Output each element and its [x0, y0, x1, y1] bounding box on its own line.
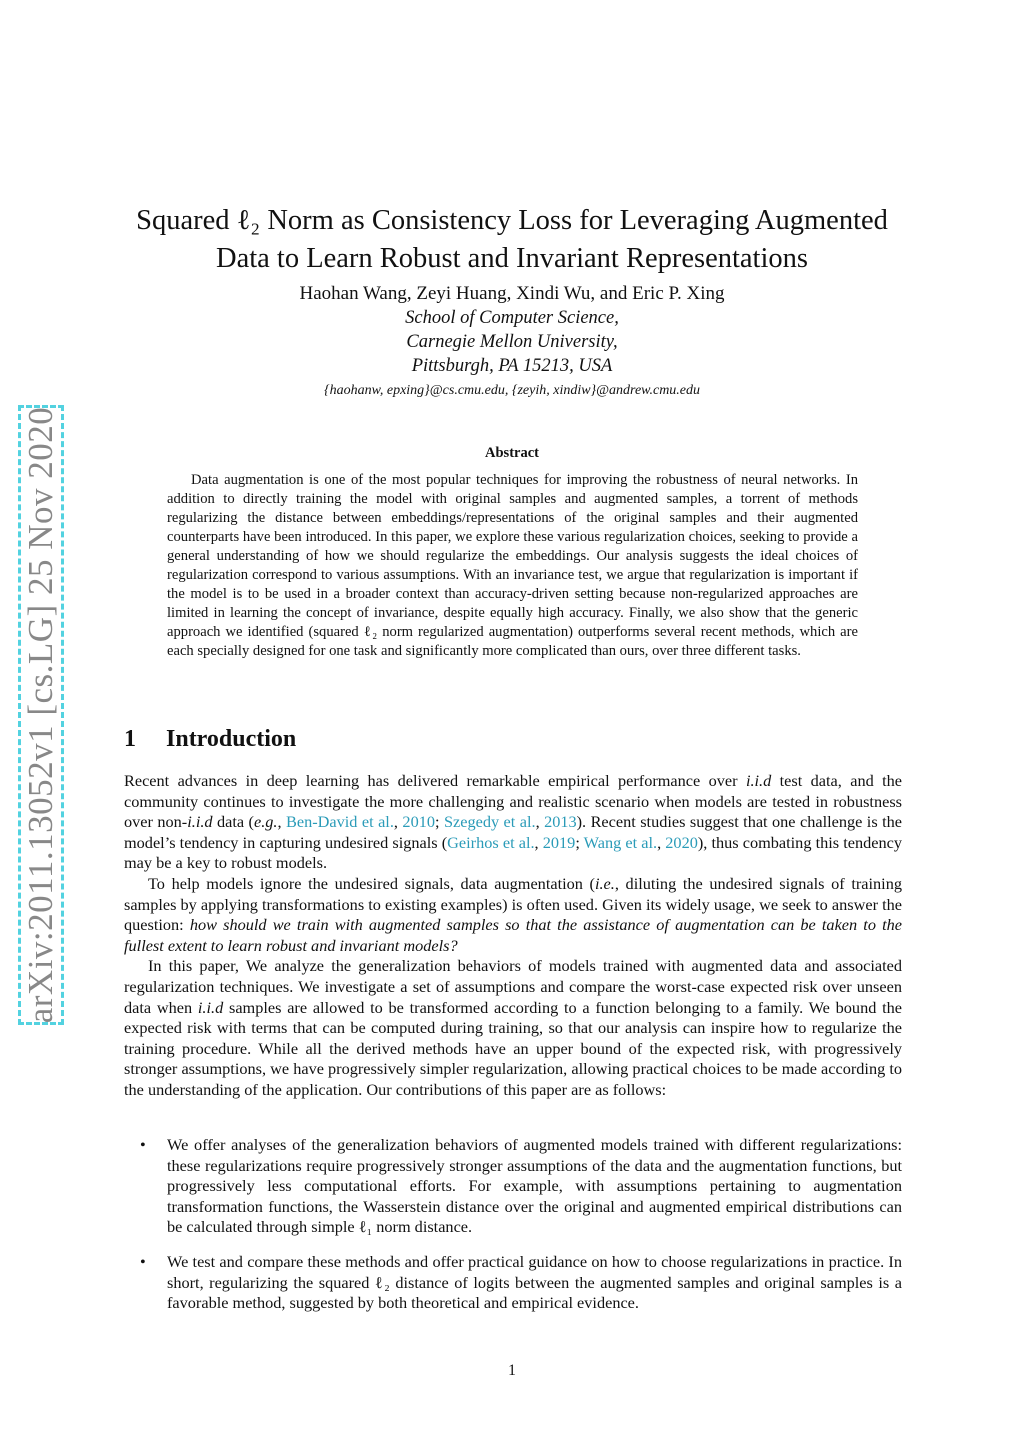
contribution-2-text: We test and compare these methods and offer practical guidance on how to choose regularizations in practice. In short, regularizing the squared ℓ₂ distance of logits between the augmented samples and original samples is a favorable method, suggested by both theoretical and empirical evidence.: [167, 1251, 902, 1313]
citation-author[interactable]: Szegedy et al.: [443, 812, 536, 832]
author-emails: {haohanw, epxing}@cs.cmu.edu, {zeyih, xindiw}@andrew.cmu.edu: [323, 383, 701, 398]
affiliation-line-3: Pittsburgh, PA 15213, USA: [411, 356, 613, 376]
research-question: how should we train with augmented samples so that the assistance of augmentation can be taken to the fullest extent to learn robust and invariant models?: [124, 915, 903, 955]
text-run: ,: [657, 832, 666, 852]
citation-year-link-2013[interactable]: [544, 812, 577, 831]
citation-year[interactable]: 2010: [402, 812, 435, 832]
section-number: 1: [124, 726, 136, 752]
section-title: Introduction: [166, 726, 297, 752]
text-run: ,: [277, 812, 287, 832]
citation-link-wang-2020[interactable]: [584, 833, 657, 852]
text-run-italic: e.g.: [253, 812, 278, 832]
affiliation-line-2: Carnegie Mellon University,: [406, 332, 618, 352]
list-item: [124, 1252, 902, 1314]
text-run-italic: i.i.d: [197, 997, 224, 1017]
text-run-italic: i.i.d: [187, 812, 213, 832]
text-run: ;: [575, 832, 584, 852]
text-run: data (: [212, 812, 254, 832]
paper-title: [100, 202, 924, 278]
text-run: test data, and the community continues to investigate the more challenging and realistic scenario when models are tested in robustness over non-: [124, 771, 902, 832]
section-heading-introduction: [124, 726, 296, 753]
affiliation-line-1: School of Computer Science,: [405, 308, 619, 328]
text-run: ), thus combating this tendency may be a key to robust models.: [124, 832, 902, 873]
list-item: [124, 1135, 902, 1238]
citation-year[interactable]: 2013: [544, 812, 577, 832]
intro-paragraph-2: [124, 874, 902, 956]
text-run: Recent advances in deep learning has delivered remarkable empirical performance over: [124, 771, 746, 790]
text-run: ,: [393, 812, 403, 832]
text-run: , diluting the undesired signals of training samples by applying transformations to existing examples) is often used. Given its widely usage, we seek to answer the question:: [124, 873, 902, 935]
contribution-1-text: We offer analyses of the generalization behaviors of augmented models trained with different regularizations: these regularizations require progressively stronger assumptions of the data and the augmentation functions, but progressively less computational efforts. For example, with assumptions pertaining to augmentation transformation functions, the Wasserstein distance over the original and augmented empirical distributions can be calculated through simple ℓ₁ norm distance.: [167, 1135, 902, 1237]
bullet-marker: •: [140, 1251, 146, 1271]
intro-paragraph-1: [124, 771, 902, 874]
citation-year-link-2020[interactable]: [665, 833, 698, 852]
text-run: ;: [434, 812, 444, 832]
bullet-marker: •: [140, 1135, 146, 1154]
text-run-italic: i.e.: [594, 873, 615, 893]
author-list: Haohan Wang, Zeyi Huang, Xindi Wu, and Eric P. Xing: [299, 283, 725, 304]
contributions-list: [124, 1135, 902, 1314]
abstract-heading: Abstract: [485, 445, 539, 461]
citation-year-link-2010[interactable]: [402, 812, 435, 831]
text-run-italic: i.i.d: [745, 771, 772, 790]
text-run: In this paper, We analyze the generalization behaviors of models trained with augmented data and associated regularization techniques. We investigate a set of assumptions and compare the worst-case expected risk over unseen data when: [124, 956, 902, 1017]
citation-year-link-2019[interactable]: [543, 833, 576, 852]
citation-author[interactable]: Geirhos et al.: [447, 832, 535, 852]
citation-link-geirhos-2019[interactable]: [447, 833, 534, 852]
citation-author[interactable]: Wang et al.: [583, 832, 658, 852]
affiliation: [100, 306, 924, 378]
title-line-2: Data to Learn Robust and Invariant Representations: [216, 243, 808, 275]
abstract-text: Data augmentation is one of the most popular techniques for improving the robustness of neural networks. In addition to directly training the model with original samples and augmented samples, a torrent of methods regularizing the distance between embeddings/representations of the original samples and their augmented counterparts have been introduced. In this paper, we explore these various regularization choices, seeking to provide a general understanding of how we should regularize the embeddings. Our analysis suggests the ideal choices of regularization correspond to various assumptions. With an invariance test, we argue that regularization is important if the model is to be used in a broader context than accuracy-driven setting because non-regularized approaches are limited in learning the concept of invariance, despite equally high accuracy. Finally, we also show that the generic approach we identified (squared ℓ₂ norm regularized augmentation) outperforms several recent methods, which are each specially designed for one task and significantly more complicated than ours, over three different tasks.: [167, 472, 858, 659]
citation-link-szegedy-2013[interactable]: [444, 812, 536, 831]
introduction-body: [124, 771, 902, 1101]
arxiv-identifier-stamp[interactable]: [18, 405, 64, 1025]
text-run: To help models ignore the undesired signals, data augmentation (: [148, 873, 595, 893]
citation-author[interactable]: Ben-David et al.: [286, 812, 394, 832]
citation-link-ben-david-2010[interactable]: [286, 812, 394, 831]
text-run: ,: [535, 812, 545, 832]
title-line-1: Squared ℓ₂ Norm as Consistency Loss for Leveraging Augmented: [136, 205, 888, 237]
citation-year[interactable]: 2020: [665, 832, 698, 852]
citation-year[interactable]: 2019: [542, 832, 576, 852]
page-number: 1: [508, 1362, 516, 1379]
text-run: ,: [534, 832, 543, 852]
text-run: ). Recent studies suggest that one challenge is the model’s tendency in capturing undesired signals (: [124, 812, 902, 852]
arxiv-stamp-text[interactable]: arXiv:2011.13052v1 [cs.LG] 25 Nov 2020: [21, 406, 60, 1024]
intro-paragraph-3: [124, 956, 902, 1100]
text-run: samples are allowed to be transformed according to a function belonging to a family. We bound the expected risk with terms that can be computed during training, so that our analysis can inspire how to regularize the training procedure. While all the derived methods have an upper bound of the expected risk, with progressively stronger assumptions, we have progressively simpler regularization, allowing practical choices to be made according to the understanding of the application. Our contributions of this paper are as follows:: [124, 997, 902, 1099]
